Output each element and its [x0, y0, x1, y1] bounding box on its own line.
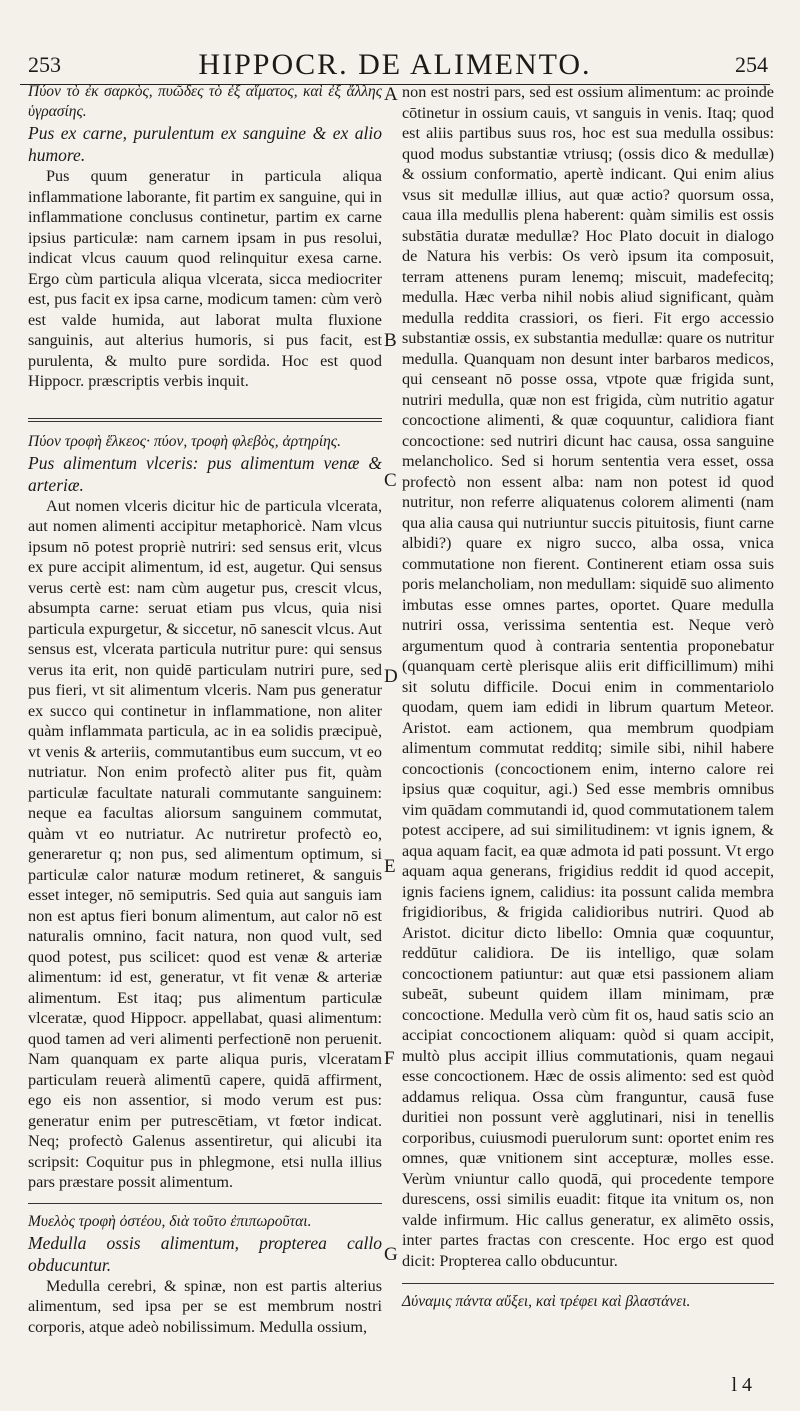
latin-lemma: Medulla ossis alimentum, propterea callo obducuntur. [28, 1232, 382, 1275]
right-column [402, 82, 774, 1312]
page-header [22, 48, 768, 82]
greek-aphorism: Πύον τὸ ἐκ σαρκὸς, πυῶδες τὸ ἐξ αἵματος, καὶ ἐξ ἄλλης ὑγρασίης. [28, 83, 382, 120]
greek-aphorism: Πύον τροφὴ ἕλκεος· πύον, τροφὴ φλεβὸς, ἀρτηρίης. [28, 432, 341, 450]
margin-letter-f: F [384, 1048, 395, 1069]
page-number-right: 254 [735, 52, 768, 77]
greek-aphorism: Δύναμις πάντα αὔξει, καὶ τρέφει καὶ βλαστάνει. [402, 1293, 691, 1310]
greek-aphorism: Μυελὸς τροφὴ ὀστέου, διὰ τοῦτο ἐπιπωροῦται. [28, 1212, 312, 1230]
section-divider [402, 1283, 774, 1284]
margin-letter-c: C [384, 470, 397, 491]
latin-lemma: Pus alimentum vlceris: pus alimentum venæ & arteriæ. [28, 452, 382, 495]
margin-letter-a: A [384, 84, 398, 105]
signature-mark: l 4 [731, 1374, 752, 1396]
margin-letter-e: E [384, 856, 396, 877]
page-number-left: 253 [28, 52, 61, 77]
margin-letter-b: B [384, 330, 397, 351]
commentary-paragraph: Pus quum generatur in particula aliqua inflammatione laborante, fit partim ex sanguine, qui in inflammatione conclusus continetur, partim ex carne ipsius particulæ: nam carnem ipsam in pus resolui, indicat vlcus cauum quod relinquitur exesa carne. Ergo cùm particula aliqua vlcerata, sicca mediocriter est, pus facit ex ipsa carne, modicum tamen: cùm verò est valde humida, aut laborat multa fluxione sanguinis, aut alterius humoris, si pus facit, est purulenta, & multo pure sordida. Hoc est quod Hippocr. præscriptis verbis inquit. [28, 167, 382, 390]
running-title: HIPPOCR. DE ALIMENTO. [198, 48, 592, 81]
latin-lemma: Pus ex carne, purulentum ex sanguine & ex alio humore. [28, 123, 382, 165]
margin-letter-g: G [384, 1244, 398, 1265]
section-divider [28, 1203, 382, 1204]
commentary-paragraph: Medulla cerebri, & spinæ, non est partis alterius alimentum, sed ipsa per se est membrum nostri corporis, atque adeò nobilissimum. Medulla ossium, [28, 1276, 382, 1336]
commentary-paragraph: Aut nomen vlceris dicitur hic de particula vlcerata, aut nomen alimenti accipitur metaphoricè. Nam vlcus ipsum nō potest propriè nutriri: sed sensus erit, vlcus ex pure accipit alimentum, id est, augetur. Qui sensus verus certè est: nam cùm augetur pus, crescit vlcus, absumpta carne: seruat etiam pus vlcus, quia nisi particula expurgetur, & siccetur, nō sanescit vlcus. Aut sensus est, vlcerata particula nutritur pure: qui sensus verus ita erit, non quidē particulam nutriri pure, sed pus fieri, vt sit alimentum vlceris. Nam pus generatur ex succo qui continetur in inflammatione, non aliter quàm inflammata particula, ac in ea solidis præcipuè, vt venis & arteriis, commutantibus eum succum, vt eo nutriatur. Non enim profectò aliter pus fit, quàm particulæ facultate naturali commutante sanguinem: neque ea facultas aliorsum sanguinem commutat, quàm vt eo nutriatur. Ac nutriretur profectò eo, generaretur q; non pus, sed alimentum optimum, si particulæ calor naturæ modum retineret, & sanguis esset integer, nō semiputris. Sed quia aut sanguis iam non est aptus fieri bonum alimentum, aut calor nō est naturalis omnino, facit natura, non quod vult, sed quod potest, pus scilicet: quod est venæ & arteriæ alimentum: id est, generatur, vt fit venæ & arteriæ alimentum. Est itaq; pus alimentum particulæ vlceratæ, quod Hippocr. appellabat, quasi alimentum: quod tamen ad veri alimenti perfectionē non peruenit. Nam quanquam ex parte aliqua puris, vlceratam particulam reuerà alimentū capere, quidā affirment, ego eis non assentior, si modo verum est pus: generatur enim per putrescētiam, vt fœtor indicat. Neq; profectò Galenus assentiretur, qui alicubi ita scripsit: Coquitur pus in phlegmone, etsi nulla illius pars præstare possit alimentum. [28, 496, 382, 1191]
commentary-paragraph: non est nostri pars, sed est ossium alimentum: ac proinde cōtinetur in ossium cauis, vt sanguis in venis. Itaq; quod est aliis partibus suus ros, hoc est sua medulla ossibus: quod modus substantiæ vtriusq; (ossis dico & medullæ) & ossium conformatio, apertè indicant. Qui enim alius vsus sit medullæ illius, aut quæ actio? quorsum ossa, caua illa medullis plena haberent: quàm similis est ossis substātia duratæ medullæ? Hoc Plato docuit in dialogo de Natura his verbis: Os verò ipsum ita composuit, terram attenens puram lenemq; miscuit, madefecitq; medulla. Hæc verba nihil nobis aliud significant, quàm medulla reddita crassiori, os fieri. Fit ergo accessio substantiæ ossis, ex substantia medullæ: quare os nutritur medulla. Quanquam non desunt inter barbaros medicos, qui censeant nō posse ossa, vtpote quæ frigida sunt, nutriri medulla, quæ non est frigida, cùm nutritio agatur concoctione alimenti, & quæ coquuntur, calidiora fiant concoctione: sed nutriri dicunt hac causa, ossa sanguine melancholico. Sed si horum sententia vera esset, ossa profectò non essent alba: nam non potest id quod nutritur, non referre aliquatenus colorem alimenti (nam qua alia causa qui nutriuntur succis pituitosis, fiunt carne albidi?) quare ex nigro succo, alba ossa, vnica commutatione non fierent. Continerent etiam ossa suis poris melancholiam, non medullam: siquidē suo alimento imbutas esse omnes partes, oportet. Quare medulla nutriri ossa, verissima sententia est. Neque verò argumentum quod à contraria sententia proponebatur (quanquam certè plerisque aliis erit difficillimum) mihi sit solutu difficile. Docui enim in commentariolo quodam, quem iam edidi in librum quartum Meteor. Aristot. eam actionem, qua membrum quodpiam alimentum commutat redditq; simile sibi, nihil habere concoctionis (concoctionem enim, interno calore rei ipsius quæ coquitur, agi.) Sed esse membris omnibus vim quādam commutandi id, quod commutationem talem potest accipere, ad sui similitudinem: vt ignis ignem, & aqua aquam facit, ea quæ admota id pati possunt. Vt ergo aquam aqua generans, frigidius reddit id quod accepit, ignis faciens ignem, calidius: ita possunt calida membra frigidioribus, & frigida calidioribus nutriri. Quod ab Aristot. dicitur dicto libello: Omnia quæ coquuntur, reddūtur calidiora. De iis intelligo, quæ solam concoctionem patiuntur: aut quæ etsi passionem aliam subeāt, subeunt quidem illam minimam, præ concoctione. Medulla verò cùm fit os, haud satis scio an accipiat concoctionem aliquam: quòd si quam accipit, multò plus accipit illius commutationis, quam negaui esse concoctionem. Hæc de ossis alimento: sed est quòd addamus reliqua. Ossa cùm franguntur, causā fuse duritiei non possunt verè agglutinari, nisi in tenellis corporibus, cuiusmodi puerulorum sunt: oportet enim res omnes, quæ vnitionem sint accepturæ, molles esse. Verùm vniuntur callo quodā, qui procedente tempore durescens, ossi similis euadit: fitque ita vnitum os, non valde infirmum. Hic callus generatur, ex alimēto ossis, inter partes fractas con crescente. Hoc ergo est quod dicit: Propterea callo obducuntur. [402, 83, 774, 1270]
section-divider [28, 418, 382, 422]
left-column [28, 82, 382, 1337]
margin-letter-d: D [384, 666, 398, 687]
